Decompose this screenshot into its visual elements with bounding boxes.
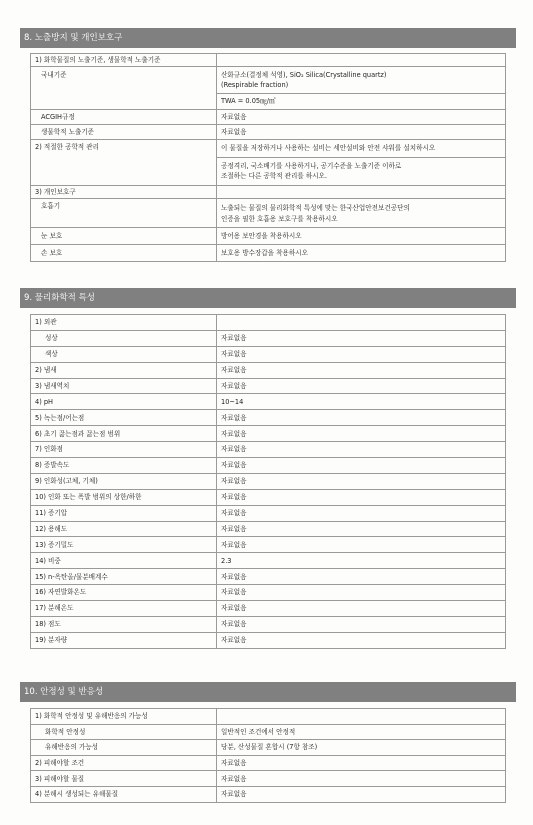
row-label: ACGIH규정 [31, 109, 217, 124]
row-value: 자료없음 [217, 410, 506, 426]
table-row [31, 724, 506, 740]
table-row [31, 786, 506, 802]
row-label: 16) 자연발화온도 [31, 585, 217, 601]
table-row [31, 378, 506, 394]
row-label: 3) 냄새역치 [31, 378, 217, 394]
row-label: 국내기준 [31, 67, 217, 110]
exposure-limit-fraction: (Respirable fraction) [221, 81, 289, 90]
row-label: 4) 분해시 생성되는 유해물질 [31, 786, 217, 802]
row-value: 자료없음 [217, 442, 506, 458]
table-row [31, 346, 506, 362]
section-9-header [20, 288, 516, 308]
row-value: 자료없음 [217, 426, 506, 442]
row-label: 7) 인화점 [31, 442, 217, 458]
section-10-header [20, 682, 516, 702]
row-value: 당분, 산성물질 혼합시 (7항 참조) [217, 740, 506, 756]
table-row [31, 109, 506, 124]
table-row [31, 458, 506, 474]
row-value: 자료없음 [217, 346, 506, 362]
row-label: 2) 적절한 공학적 관리 [31, 139, 217, 186]
row-value: 자료없음 [217, 537, 506, 553]
row-value: 자료없음 [217, 458, 506, 474]
table-row [31, 632, 506, 648]
row-value: 10~14 [217, 394, 506, 410]
row-label: 화학적 안정성 [31, 724, 217, 740]
row-label: 18) 점도 [31, 616, 217, 632]
respirator-text-1: 노출되는 물질의 물리화학적 특성에 맞는 한국산업안전보건공단의 [221, 204, 410, 213]
row-value: 자료없음 [217, 124, 506, 139]
row-value: 방어용 보안경을 착용하시오 [217, 227, 506, 244]
table-row [31, 124, 506, 139]
section-8-title: 8. 노출방지 및 개인보호구 [24, 33, 123, 43]
table-row [31, 755, 506, 771]
row-label: 손 보호 [31, 244, 217, 261]
row-value [217, 139, 506, 186]
row-value [217, 67, 506, 110]
table-row [31, 394, 506, 410]
section-9-table [30, 314, 506, 649]
row-value: 자료없음 [217, 632, 506, 648]
row-label: 6) 초기 끓는점과 끓는점 범위 [31, 426, 217, 442]
row-label: 8) 증발속도 [31, 458, 217, 474]
row-value [217, 709, 506, 725]
row-label: 10) 인화 또는 폭발 범위의 상한/하한 [31, 489, 217, 505]
row-label: 3) 피해야할 물질 [31, 771, 217, 787]
row-label: 13) 증기밀도 [31, 537, 217, 553]
row-label: 1) 화학적 안정성 및 유해반응의 가능성 [31, 709, 217, 725]
row-value: 보호용 방수장갑을 착용하시오 [217, 244, 506, 261]
row-label: 생물학적 노출기준 [31, 124, 217, 139]
section-8-table [30, 53, 506, 262]
table-row [31, 426, 506, 442]
row-label: 14) 비중 [31, 553, 217, 569]
engineering-control-3: 조절하는 다른 공학적 관리를 하시오. [221, 172, 328, 181]
table-row [31, 362, 506, 378]
table-row [31, 505, 506, 521]
section-8-header [20, 28, 516, 48]
row-value: 자료없음 [217, 489, 506, 505]
row-label: 1) 외관 [31, 315, 217, 331]
row-label: 성상 [31, 330, 217, 346]
row-label: 색상 [31, 346, 217, 362]
engineering-control-1: 이 물질을 저장하거나 사용하는 설비는 세안설비와 안전 샤워를 설치하시오 [221, 143, 436, 152]
table-row [31, 67, 506, 110]
table-row [31, 553, 506, 569]
row-value: 자료없음 [217, 616, 506, 632]
table-row [31, 473, 506, 489]
row-value: 일반적인 조건에서 안정적 [217, 724, 506, 740]
table-row [31, 489, 506, 505]
row-label: 4) pH [31, 394, 217, 410]
row-value: 자료없음 [217, 601, 506, 617]
table-row [31, 740, 506, 756]
table-row [31, 585, 506, 601]
row-label: 15) n-옥탄올/물분배계수 [31, 569, 217, 585]
row-label: 5) 녹는점/어는점 [31, 410, 217, 426]
row-value: 자료없음 [217, 362, 506, 378]
table-row [31, 537, 506, 553]
row-label: 눈 보호 [31, 227, 217, 244]
table-row [31, 315, 506, 331]
row-value: 자료없음 [217, 569, 506, 585]
table-row [31, 227, 506, 244]
row-label: 17) 분해온도 [31, 601, 217, 617]
row-label: 12) 용해도 [31, 521, 217, 537]
section-10-title: 10. 안정성 및 반응성 [24, 687, 104, 697]
row-value [217, 186, 506, 199]
row-value [217, 315, 506, 331]
row-label: 9) 인화성(고체, 기체) [31, 473, 217, 489]
respirator-text-2: 인증을 필한 호흡용 보호구를 착용하시오 [221, 214, 338, 223]
table-row [31, 521, 506, 537]
exposure-limit-substance: 산화규소(결정체 석영), SiO₂ Silica(Crystalline quartz) [221, 71, 387, 79]
section-10-table [30, 708, 506, 803]
table-row [31, 771, 506, 787]
row-value: 2.3 [217, 553, 506, 569]
row-value [217, 199, 506, 227]
section-9-title: 9. 물리화학적 특성 [24, 293, 95, 303]
row-value: 자료없음 [217, 505, 506, 521]
table-row [31, 54, 506, 67]
row-label: 2) 피해야할 조건 [31, 755, 217, 771]
table-row [31, 186, 506, 199]
row-label: 1) 화학물질의 노출기준, 생물학적 노출기준 [31, 54, 217, 67]
row-value: 자료없음 [217, 585, 506, 601]
row-value: 자료없음 [217, 109, 506, 124]
row-label: 3) 개인보호구 [31, 186, 217, 199]
table-row [31, 569, 506, 585]
row-label: 19) 분자량 [31, 632, 217, 648]
row-label: 11) 증기압 [31, 505, 217, 521]
table-row [31, 442, 506, 458]
row-label: 유해반응의 가능성 [31, 740, 217, 756]
table-row [31, 410, 506, 426]
table-row [31, 601, 506, 617]
table-row [31, 139, 506, 186]
engineering-control-2: 공정격리, 국소배기를 사용하거나, 공기수준을 노출기준 이하로 [217, 157, 505, 171]
row-value: 자료없음 [217, 755, 506, 771]
table-row [31, 616, 506, 632]
exposure-limit-twa: TWA = 0.05㎎/㎥ [217, 93, 505, 106]
row-label: 호흡기 [31, 199, 217, 227]
row-value: 자료없음 [217, 771, 506, 787]
row-value: 자료없음 [217, 786, 506, 802]
table-row [31, 199, 506, 227]
row-value: 자료없음 [217, 378, 506, 394]
table-row [31, 244, 506, 261]
row-value: 자료없음 [217, 473, 506, 489]
row-value [217, 54, 506, 67]
table-row [31, 330, 506, 346]
row-value: 자료없음 [217, 330, 506, 346]
row-label: 2) 냄새 [31, 362, 217, 378]
table-row [31, 709, 506, 725]
row-value: 자료없음 [217, 521, 506, 537]
